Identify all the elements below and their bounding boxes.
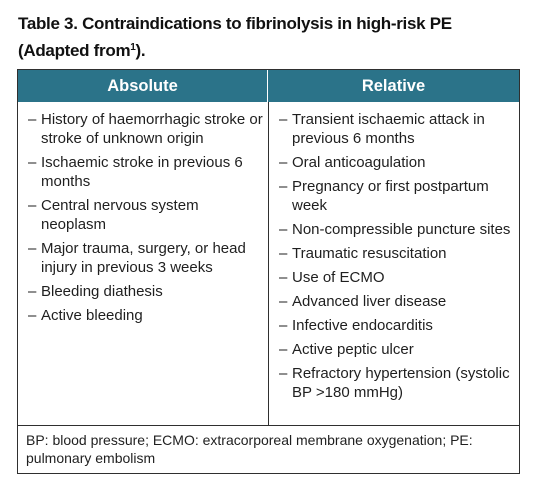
relative-item — [279, 364, 515, 402]
absolute-item — [28, 282, 264, 301]
relative-item-text: Pregnancy or first postpartum week — [292, 178, 489, 214]
relative-item — [279, 244, 515, 263]
relative-item — [279, 316, 515, 335]
list-bullet-dash: – — [279, 221, 288, 238]
absolute-item-text: Active bleeding — [41, 307, 143, 324]
list-bullet-dash: – — [28, 307, 37, 324]
absolute-item — [28, 239, 264, 277]
caption-suffix: ). — [135, 41, 146, 60]
list-bullet-dash: – — [28, 154, 37, 171]
relative-item-text: Infective endocarditis — [292, 317, 433, 334]
table-footnote: BP: blood pressure; ECMO: extracorporeal membrane oxygenation; PE: pulmonary embolism — [26, 432, 473, 466]
relative-item — [279, 268, 515, 287]
caption-text: Table 3. Contraindications to fibrinolysis in high-risk PE (Adapted from — [18, 14, 452, 60]
relative-item — [279, 340, 515, 359]
relative-item — [279, 220, 515, 239]
header-relative: Relative — [361, 77, 426, 95]
table-header-row — [18, 70, 519, 102]
relative-item-text: Non-compressible puncture sites — [292, 221, 511, 238]
absolute-contraindications-list — [28, 110, 264, 330]
absolute-item-text: Ischaemic stroke in previous 6 months — [41, 154, 243, 190]
relative-item — [279, 292, 515, 311]
relative-item — [279, 110, 515, 148]
list-bullet-dash: – — [279, 245, 288, 262]
list-bullet-dash: – — [279, 178, 288, 195]
header-absolute: Absolute — [18, 70, 268, 102]
absolute-item-text: Central nervous system neoplasm — [41, 197, 199, 233]
relative-item-text: Oral anticoagulation — [292, 154, 426, 171]
list-bullet-dash: – — [28, 240, 37, 257]
relative-item-text: Use of ECMO — [292, 269, 385, 286]
contraindications-table — [17, 69, 520, 474]
list-bullet-dash: – — [28, 197, 37, 214]
relative-item-text: Traumatic resuscitation — [292, 245, 447, 262]
list-bullet-dash: – — [279, 154, 288, 171]
list-bullet-dash: – — [279, 269, 288, 286]
absolute-item — [28, 110, 264, 148]
absolute-item-text: Major trauma, surgery, or head injury in previous 3 weeks — [41, 240, 246, 276]
column-divider — [268, 102, 269, 426]
caption-reference: 1 — [130, 42, 136, 53]
absolute-item-text: History of haemorrhagic stroke or stroke of unknown origin — [41, 111, 263, 147]
absolute-item — [28, 306, 264, 325]
list-bullet-dash: – — [279, 317, 288, 334]
relative-item-text: Active peptic ulcer — [292, 341, 414, 358]
absolute-item — [28, 153, 264, 191]
relative-item-text: Transient ischaemic attack in previous 6 months — [292, 111, 485, 147]
list-bullet-dash: – — [279, 341, 288, 358]
relative-item — [279, 153, 515, 172]
relative-contraindications-list — [279, 110, 515, 407]
absolute-item-text: Bleeding diathesis — [41, 283, 163, 300]
table-caption — [18, 10, 523, 64]
list-bullet-dash: – — [279, 365, 288, 382]
list-bullet-dash: – — [28, 283, 37, 300]
list-bullet-dash: – — [279, 111, 288, 128]
footnote-divider — [18, 425, 519, 426]
relative-item-text: Advanced liver disease — [292, 293, 447, 310]
relative-item-text: Refractory hypertension (systolic BP >180 mmHg) — [292, 365, 510, 401]
relative-item — [279, 177, 515, 215]
list-bullet-dash: – — [279, 293, 288, 310]
absolute-item — [28, 196, 264, 234]
list-bullet-dash: – — [28, 111, 37, 128]
